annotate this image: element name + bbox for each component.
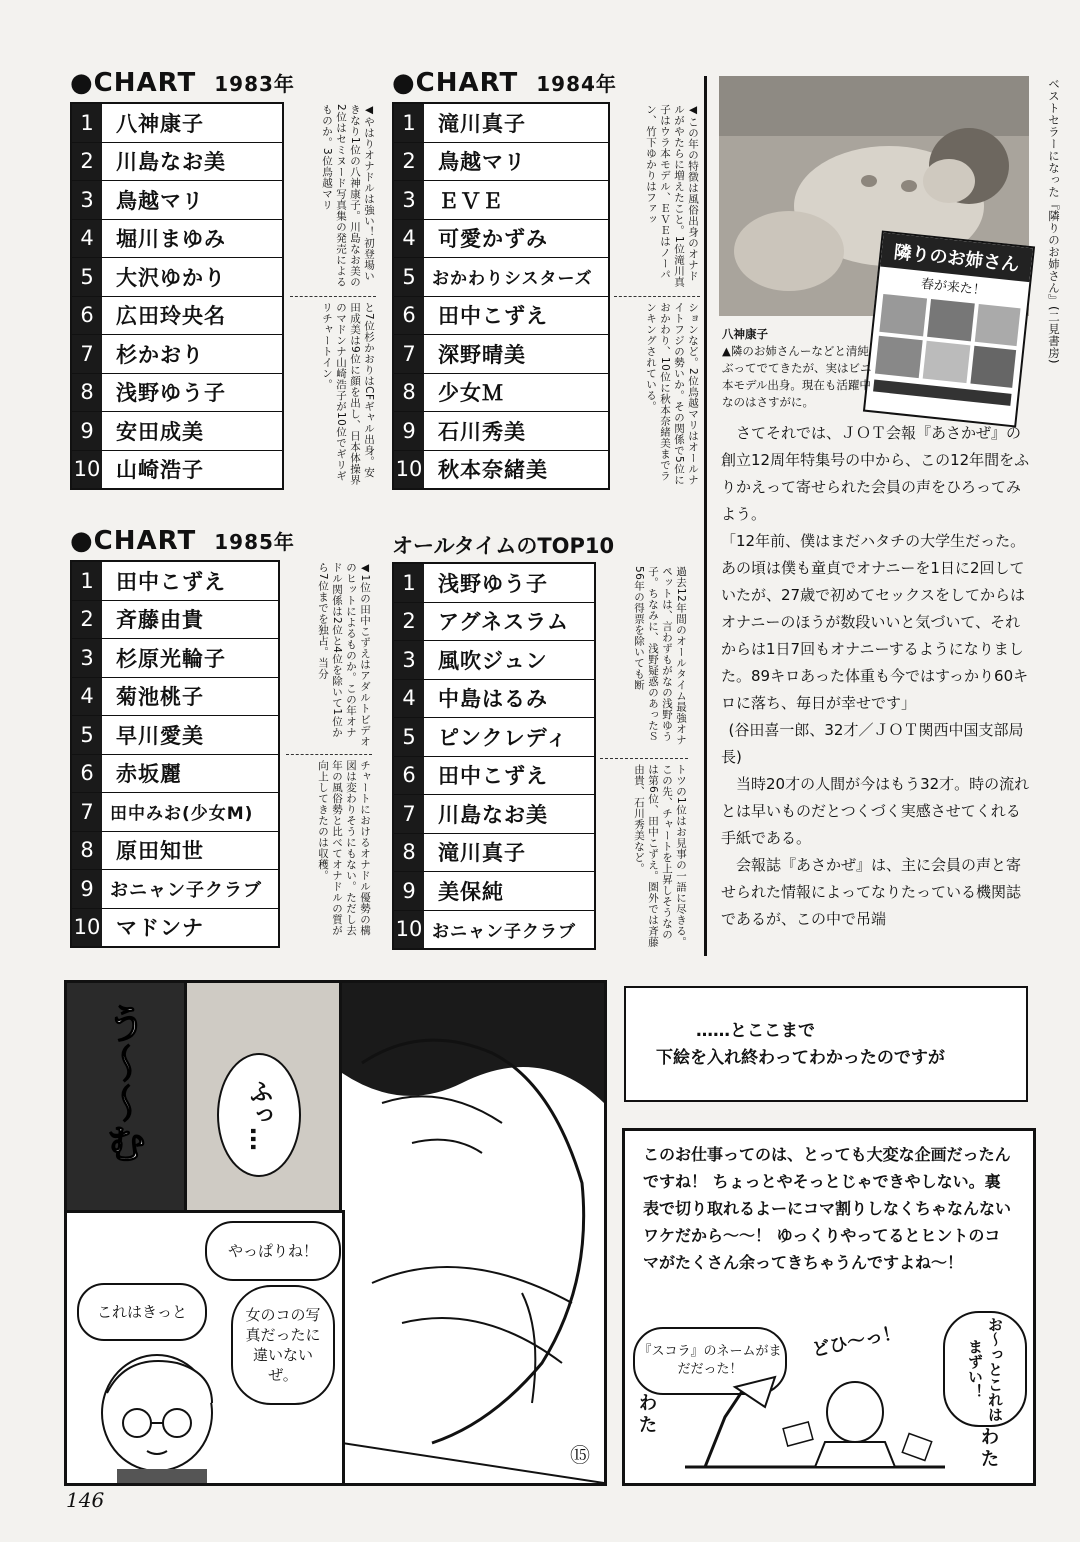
rank-number: 1 <box>72 562 102 600</box>
table-row <box>72 601 278 640</box>
photo-caption-text: ▲隣のお姉さんーなどと清純ぶってでてきたが、実はビニ本モデル出身。現在も活躍中なのはさすがに。 <box>722 344 872 409</box>
table-row <box>394 680 594 719</box>
table-row <box>394 641 594 680</box>
rank-number: 4 <box>72 220 102 258</box>
rank-number: 9 <box>394 412 424 450</box>
rank-name: 滝川真子 <box>438 111 526 136</box>
sfx-wata-left: わた <box>639 1393 657 1436</box>
table-row <box>394 335 608 374</box>
table-row <box>72 412 282 451</box>
rank-name: 浅野ゆう子 <box>116 381 226 406</box>
column-divider <box>704 76 707 956</box>
table-row <box>394 795 594 834</box>
table-row <box>72 793 278 832</box>
chart-1985-title-label: ●CHART <box>70 526 197 556</box>
comic-panel-closeup <box>339 980 607 1486</box>
rank-name: 安田成美 <box>116 419 204 444</box>
rank-name: 可愛かずみ <box>438 227 548 252</box>
rank-number: 1 <box>72 104 102 142</box>
rank-name: 川島なお美 <box>438 802 548 827</box>
divider <box>290 296 376 297</box>
table-row <box>394 297 608 336</box>
rank-name: 鳥越マリ <box>116 188 204 213</box>
rank-number: 6 <box>394 757 424 795</box>
rank-number: 8 <box>394 374 424 412</box>
rank-number: 2 <box>72 601 102 639</box>
rank-name: 深野晴美 <box>438 342 526 367</box>
comic-panel-fu <box>184 980 345 1216</box>
speech-bubble-kore <box>77 1283 207 1341</box>
rank-name: 秋本奈緒美 <box>438 458 548 483</box>
rank-name: 田中こずえ <box>438 304 548 329</box>
comic-closeup-drawing <box>342 983 604 1483</box>
table-row <box>72 297 282 336</box>
photo-caption-name: 八神康子 <box>722 327 768 341</box>
table-row <box>72 755 278 794</box>
comic-page-mark: ⑮ <box>570 1443 590 1467</box>
speech-kore: これはきっと <box>96 1303 187 1321</box>
rank-number: 4 <box>394 680 424 718</box>
divider <box>614 296 700 297</box>
rank-number: 3 <box>394 181 424 219</box>
rank-number: 2 <box>394 143 424 181</box>
table-row <box>72 716 278 755</box>
rank-name: おニャン子クラブ <box>110 879 262 901</box>
speech-ot: お〜っとこれはまずい！ <box>966 1316 1004 1422</box>
rank-name: 田中こずえ <box>438 764 548 789</box>
rank-name: 石川秀美 <box>438 419 526 444</box>
table-row <box>394 143 608 182</box>
alltime-title <box>392 530 614 560</box>
rank-number: 9 <box>72 870 102 908</box>
rank-name: おニャン子クラブ <box>432 921 576 942</box>
book-cover <box>863 230 1035 427</box>
rank-number: 2 <box>72 143 102 181</box>
table-row <box>72 870 278 909</box>
rank-number: 1 <box>394 564 424 602</box>
chart-1984-note-top: ◀この年の特徴は風俗出身のオナドルがやたらに増えたこと。1位滝川真子はウラ本モデル、ＥＶＥはノーパン、竹下ゆかりはファッ <box>645 104 699 288</box>
chart-1983-title-label: ●CHART <box>70 68 197 98</box>
alltime-table <box>392 562 596 950</box>
table-row <box>394 181 608 220</box>
rank-name: マドンナ <box>116 916 204 941</box>
book-cover-title: 隣りのお姉さん <box>880 233 1033 282</box>
table-row <box>394 834 594 873</box>
book-cover-photos <box>864 289 1027 427</box>
rank-name: ピンクレディ <box>438 725 568 750</box>
rank-name: 赤坂麗 <box>116 762 182 787</box>
table-row <box>394 718 594 757</box>
rank-number: 5 <box>72 258 102 296</box>
table-row <box>72 562 278 601</box>
table-row <box>394 412 608 451</box>
chart-1984-note-bottom: ションなど。2位鳥越マリはオールナイトフジの勢いか。その関係で5位におかわり、10位に秋本奈緒美までランキングされている。 <box>645 302 699 486</box>
table-row <box>394 451 608 489</box>
rank-number: 6 <box>72 755 102 793</box>
table-row <box>394 757 594 796</box>
rank-number: 3 <box>394 641 424 679</box>
rank-number: 4 <box>72 678 102 716</box>
table-row <box>72 335 282 374</box>
desk-drawing <box>685 1367 945 1477</box>
table-row <box>72 832 278 871</box>
rank-name: 川島なお美 <box>116 150 226 175</box>
table-row <box>72 104 282 143</box>
rank-number: 5 <box>394 258 424 296</box>
rank-name: 浅野ゆう子 <box>438 571 548 596</box>
narration-1-line1: ……とここまで <box>696 1021 815 1041</box>
table-row <box>394 374 608 413</box>
chart-1983-year: 1983年 <box>214 72 295 96</box>
divider <box>286 754 372 755</box>
speech-bubble-onna <box>231 1285 335 1405</box>
chart-1984-title-label: ●CHART <box>392 68 519 98</box>
table-row <box>72 639 278 678</box>
rank-name: 早川愛美 <box>116 723 204 748</box>
rank-number: 10 <box>394 911 424 949</box>
rank-number: 10 <box>394 451 424 489</box>
rank-name: 杉かおり <box>116 342 204 367</box>
table-row <box>72 143 282 182</box>
narration-box-1 <box>624 986 1028 1102</box>
rank-name: 田中こずえ <box>116 569 226 594</box>
chart-1983-note-top: ◀やはりオナドルは強い！初登場いきなり1位の八神康子。川島なお美の2位はセミヌード写真集の発売によるものか。3位鳥越マリ <box>321 104 375 288</box>
photo-caption <box>722 326 872 411</box>
table-row <box>72 220 282 259</box>
table-row <box>394 258 608 297</box>
rank-number: 6 <box>72 297 102 335</box>
narration-2: このお仕事ってのは、とっても大変な企画だったんですね！ ちょっとやそっとじゃできやしない。裏表で切り取れるよーにコマ割りしなくちゃなんないワケだから〜〜！ ゆっくりやってるとヒントのコマがたくさん余ってきちゃうんですよね〜！ <box>643 1145 1012 1272</box>
speech-sukora: 『スコラ』のネームがまだだった！ <box>638 1344 782 1377</box>
chart-1984-title <box>392 68 617 98</box>
rank-name: 滝川真子 <box>438 841 526 866</box>
rank-name: 菊池桃子 <box>116 685 204 710</box>
comic-panel-desk <box>622 1128 1036 1486</box>
rank-name: 杉原光輪子 <box>116 646 226 671</box>
rank-name: 少女Ｍ <box>438 381 504 406</box>
article-paragraph: 「12年前、僕はまだハタチの大学生だった。あの頃は僕も童貞でオナニーを1日に2回していたが、27歳で初めてセックスをしてからはオナニーのほうが数段いいと気づいて、それからは1日7回もオナニーするようになりました。89キロあった体重も今ではすっかり60キロに落ち、毎日が幸せです」 <box>721 532 1029 712</box>
rank-name: 原田知世 <box>116 839 204 864</box>
table-row <box>394 104 608 143</box>
rank-name: 斉藤由貴 <box>116 608 204 633</box>
chart-1985-title <box>70 526 295 556</box>
alltime-note-bottom: トツの1位はお見事の一語に尽きる。この先、チャートを上昇しそうなのは第6位、田中こずえ。圏外では斉藤由貴、石川秀美など。 <box>633 764 687 948</box>
article-paragraph: 当時20才の人間が今はもう32才。時の流れとは早いものだとつくづく実感させてくれる手紙である。 <box>721 775 1030 847</box>
table-row <box>72 374 282 413</box>
speech-yappari: やっぱりね！ <box>227 1242 318 1260</box>
rank-name: 山崎浩子 <box>116 458 204 483</box>
rank-name: 風吹ジュン <box>438 648 548 673</box>
rank-number: 1 <box>394 104 424 142</box>
rank-name: 田中みお(少女M) <box>110 804 254 825</box>
table-row <box>72 451 282 489</box>
divider <box>600 758 688 759</box>
rank-number: 8 <box>394 834 424 872</box>
rank-name: 広田玲央名 <box>116 304 226 329</box>
rank-name: 八神康子 <box>116 111 204 136</box>
rank-name: ＥＶＥ <box>438 188 504 213</box>
rank-number: 10 <box>72 909 102 947</box>
comic-panel-umm <box>64 980 190 1216</box>
rank-number: 7 <box>72 335 102 373</box>
speech-bubble-yappari <box>205 1221 341 1281</box>
rank-number: 8 <box>72 374 102 412</box>
article-paragraph: (谷田喜一郎、32才／ＪＯＴ関西中国支部局長) <box>721 721 1024 766</box>
rank-number: 5 <box>394 718 424 756</box>
comic-panel-boy <box>64 1210 345 1486</box>
narration-1-line2: 下絵を入れ終わってわかったのですが <box>656 1048 945 1068</box>
alltime-note-top: 過去12年間のオールタイム最強オナペットは、言わずもがなの浅野ゆう子。ちなみに、浅野疑惑のあったＳ56年の得票を除いても断 <box>633 566 687 746</box>
chart-1985-table <box>70 560 280 948</box>
speech-onna: 女のコの写真だったに違いないぜ。 <box>245 1306 321 1384</box>
book-cover-subtitle: 春が来た！ <box>920 276 987 299</box>
speech-bubble-ot <box>943 1311 1027 1427</box>
chart-1984-year: 1984年 <box>536 72 617 96</box>
rank-name: 美保純 <box>438 879 504 904</box>
rank-name: おかわりシスターズ <box>432 269 593 290</box>
rank-number: 6 <box>394 297 424 335</box>
side-caption: ベストセラーになった『隣りのお姉さん』(二見書房) <box>1047 78 1061 364</box>
rank-name: 中島はるみ <box>438 687 548 712</box>
rank-name: 堀川まゆみ <box>116 227 226 252</box>
speech-fu: ふっ… <box>245 1079 273 1151</box>
table-row <box>394 911 594 949</box>
table-row <box>72 909 278 947</box>
table-row <box>394 872 594 911</box>
rank-name: アグネスラム <box>438 610 569 635</box>
rank-number: 7 <box>72 793 102 831</box>
rank-number: 3 <box>72 639 102 677</box>
rank-number: 9 <box>72 412 102 450</box>
sfx-wata-right: わた <box>981 1427 999 1470</box>
table-row <box>72 258 282 297</box>
sfx-doh: どひ〜っ！ <box>810 1321 903 1362</box>
table-row <box>394 603 594 642</box>
rank-number: 10 <box>72 451 102 489</box>
chart-1983-table <box>70 102 284 490</box>
umm-text: う〜〜む <box>100 1003 146 1163</box>
page-number: 146 <box>66 1488 105 1512</box>
chart-1983-title <box>70 68 295 98</box>
rank-number: 7 <box>394 795 424 833</box>
chart-1985-note-bottom: チャートにおけるオナドル優勢の構図は変わりそうにもない。ただし去年の風俗勢と比べてオナドルの質が向上してきたのは収穫。 <box>317 760 371 936</box>
rank-number: 7 <box>394 335 424 373</box>
table-row <box>72 181 282 220</box>
boy-drawing <box>87 1343 237 1483</box>
chart-1983-note-bottom: と7位杉かおりはCFギャル出身。安田成美は9位に顔を出し、日本体操界のマドンナ山崎浩子が10位でギリギリチャートイン。 <box>321 302 375 486</box>
table-row <box>72 678 278 717</box>
article-paragraph: さてそれでは、ＪＯＴ会報『あさかぜ』の創立12周年特集号の中から、この12年間をふりかえって寄せられた会員の声をひろってみよう。 <box>721 424 1030 523</box>
rank-number: 9 <box>394 872 424 910</box>
table-row <box>394 220 608 259</box>
table-row <box>394 564 594 603</box>
rank-number: 5 <box>72 716 102 754</box>
rank-number: 4 <box>394 220 424 258</box>
chart-1985-note-top: ◀1位の田中こずえはアダルトビデオのヒットによるものか。この年オナドル関係は2位と4位を除いて1位から7位までを独占。当分 <box>317 562 371 747</box>
rank-number: 3 <box>72 181 102 219</box>
article-paragraph: 会報誌『あさかぜ』は、主に会員の声と寄せられた情報によってなりたっている機関誌であるが、この中で吊端 <box>721 856 1022 928</box>
rank-name: 大沢ゆかり <box>116 265 226 290</box>
chart-1985-year: 1985年 <box>214 530 295 554</box>
rank-number: 8 <box>72 832 102 870</box>
alltime-title-label: オールタイムのTOP10 <box>392 534 615 558</box>
rank-name: 鳥越マリ <box>438 150 526 175</box>
chart-1984-table <box>392 102 610 490</box>
rank-number: 2 <box>394 603 424 641</box>
speech-bubble-fu <box>217 1053 301 1177</box>
article-body <box>721 420 1033 933</box>
